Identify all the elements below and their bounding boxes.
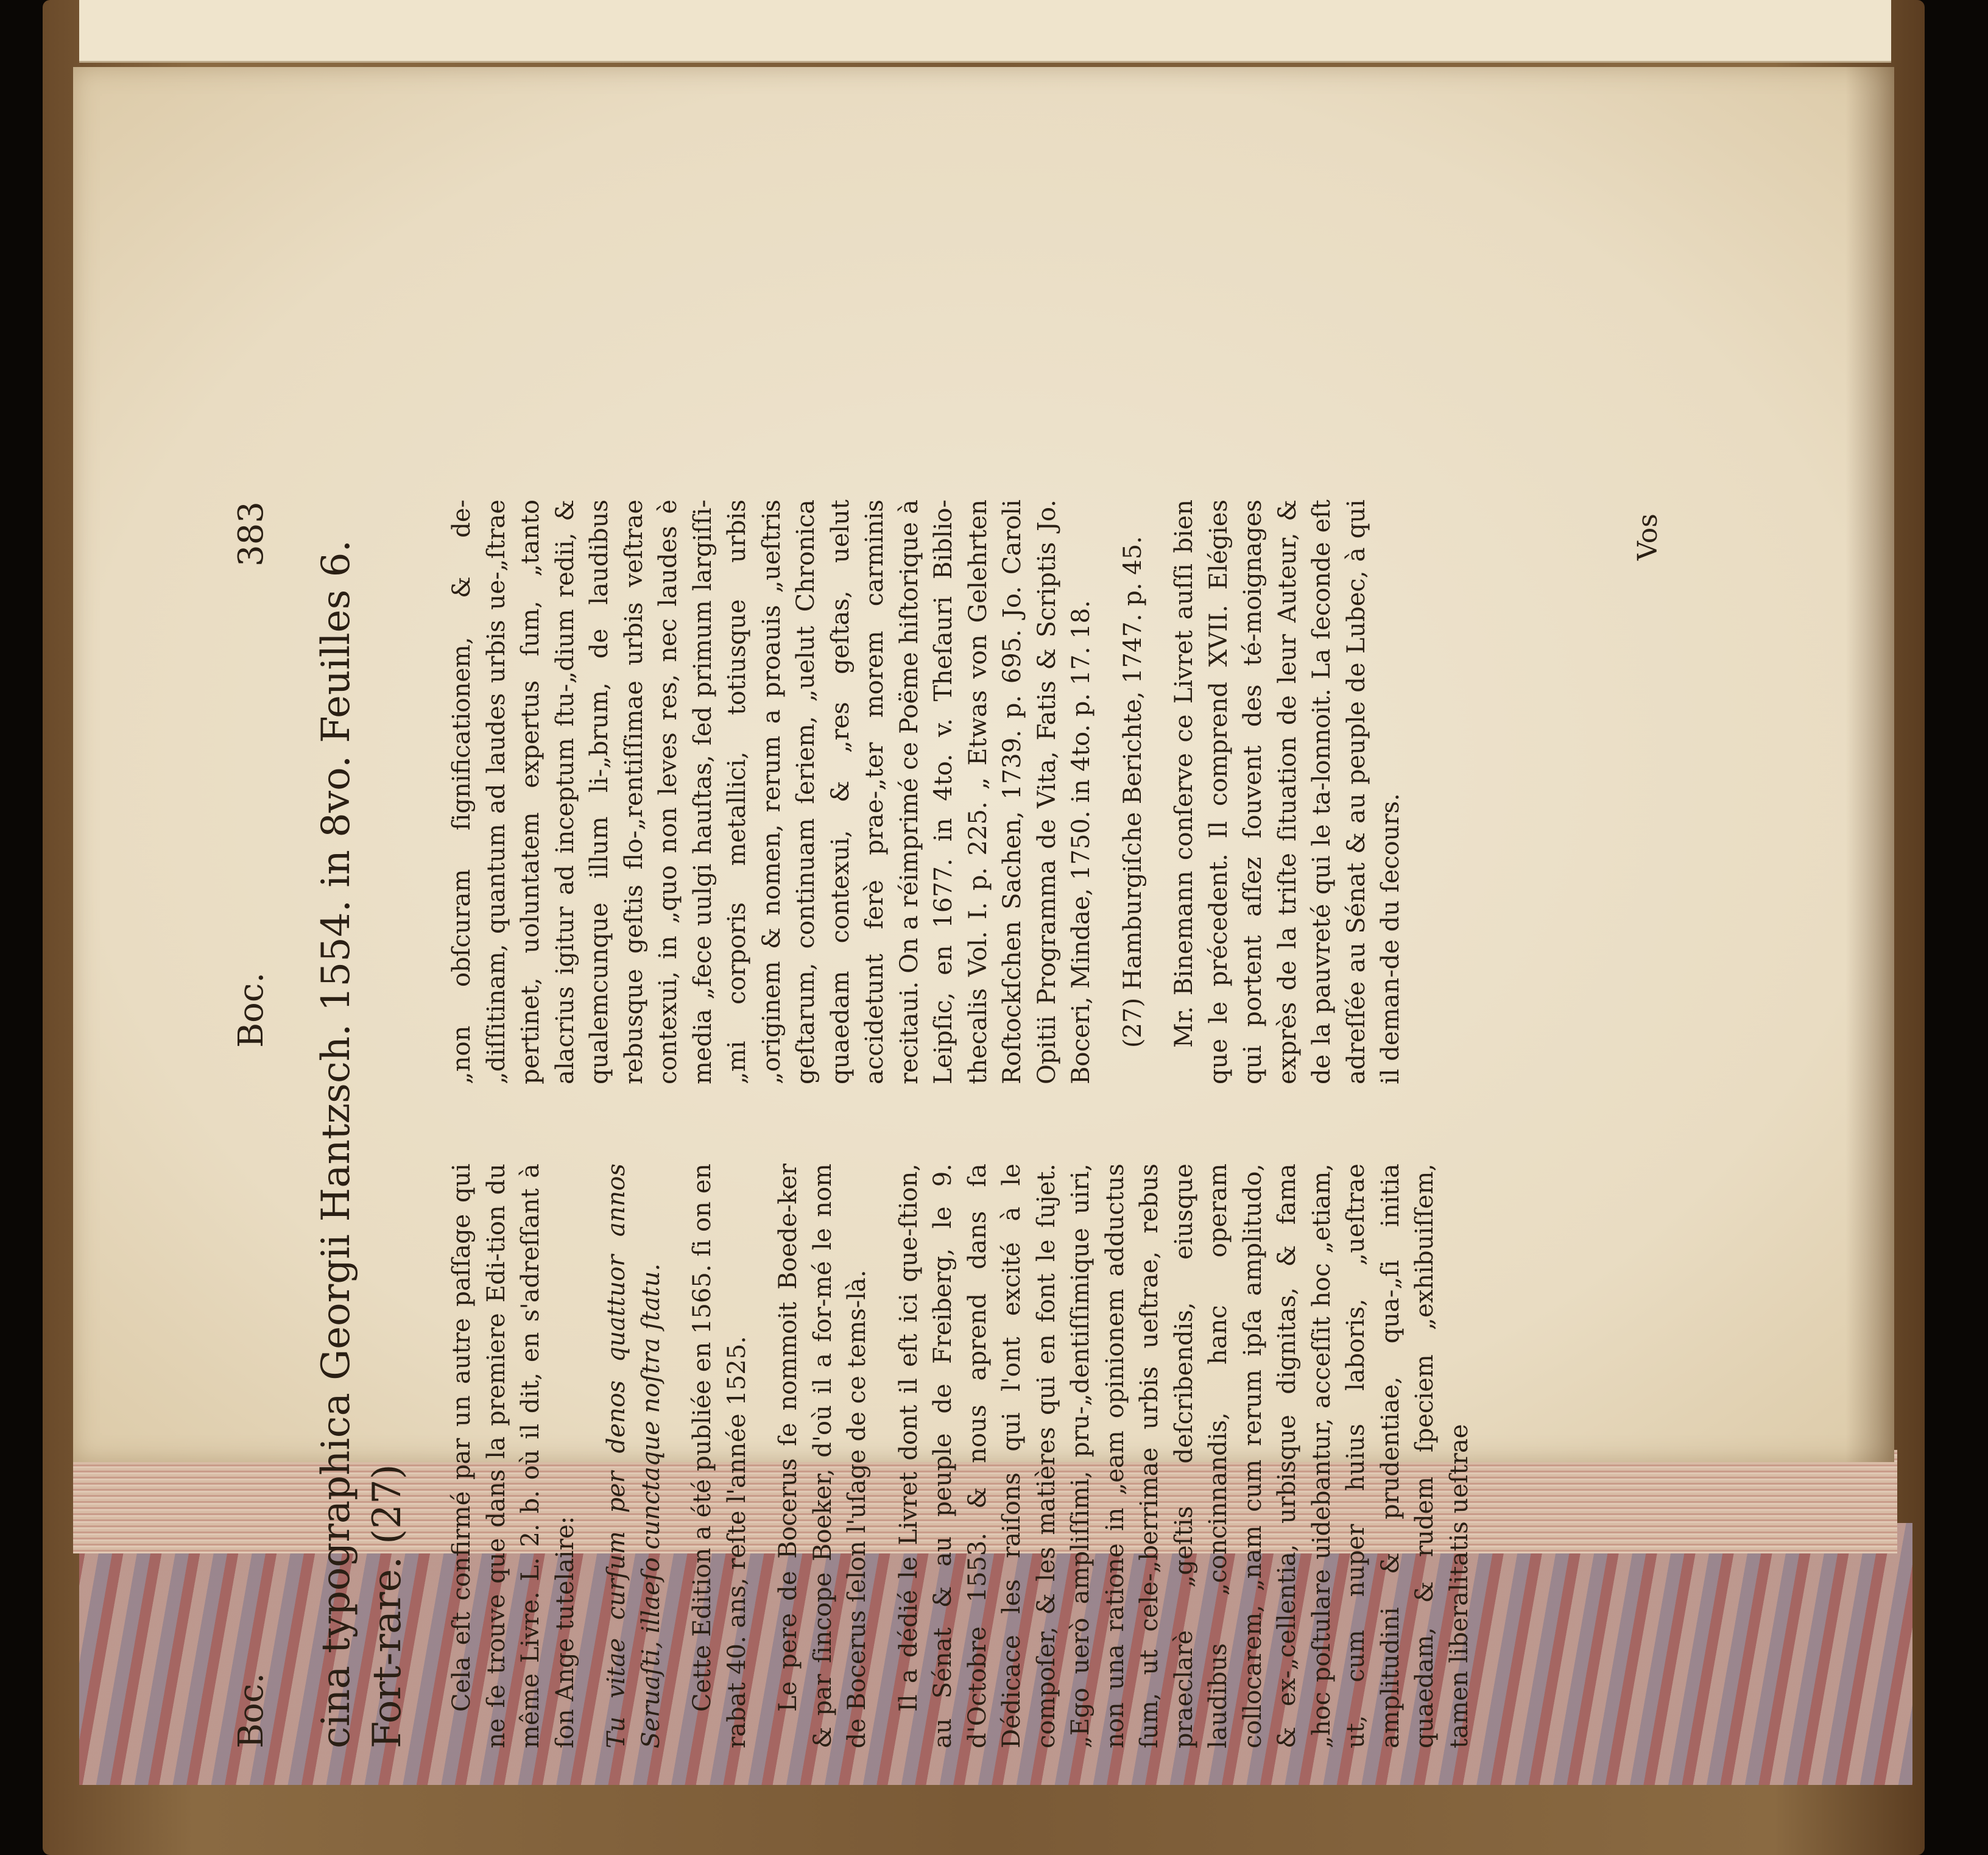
- paragraph: Le pere de Bocerus ſe nommoit Boede-ker & par ſincope Boeker, d'où il a for-mé le nom de Bocerus ſelon l'uſage de ce tems-là.: [774, 1164, 871, 1748]
- paragraph: „non obſcuram ſignificationem, & de-„diſſitinam, quantum ad laudes urbis ue-„ſtrae pertinet, uoluntatem expertus ſum, „tanto alacrius igitur ad inceptum ſtu-„dium redii, & qualemcunque illum li-„brum, de laudibus rebusque geſtis flo-„rentiſſimae urbis veſtrae contexui, in „quo non leves res, nec laudes è media „fece uulgi hauſtas, ſed primum largiſſi-„mi corporis metallici, totiusque urbis „originem & nomen, rerum a proauis „ueſtris geſtarum, continuam ſeriem, „uelut Chronica quaedam contexui, & „res geſtas, uelut accidetunt ferè prae-„ter morem carminis recitaui. On a réimprimé ce Poëme hiſtorique à Leipſic, en 1677. in 4to. v. Theſauri Biblio-thecalis Vol. I. p. 225. „ Etwas von Gelehrten Roſtockſchen Sachen, 1739. p. 695. Jo. Caroli Opitii Programma de Vita, Fatis & Scriptis Jo. Boceri, Mindae, 1750. in 4to. p. 17. 18.: [448, 500, 1095, 1084]
- paragraph: Cette Edition a été publiée en 1565. ſi on en rabat 40. ans, reſte l'année 1525.: [688, 1164, 751, 1748]
- left-column: [445, 1164, 1476, 1748]
- catchword: Vos: [1632, 514, 1663, 560]
- page-number: 383: [231, 501, 271, 567]
- header-center: Boc.: [231, 972, 271, 1048]
- page-gutter-shadow: [1845, 67, 1894, 1462]
- footnote: (27) Hamburgiſche Berichte, 1747. p. 45.: [1118, 536, 1147, 1048]
- paragraph: Mr. Binemann conſerve ce Livret auſſi bien que le précedent. Il comprend XVII. Elégies qui portent aſſez ſouvent des té-moignages exprès de la triſte ſituation de leur Auteur, & de la pauvreté qui le ta-lonnoit. La ſeconde eſt adreſſée au Sénat & au peuple de Lubec, à qui il deman-de du ſecours.: [1170, 500, 1405, 1084]
- header-left: Boc.: [231, 1672, 271, 1748]
- previous-page-edge: [79, 0, 1891, 63]
- paragraph: Il a dédié le Livret dont il eſt ici que-ſtion, au Sénat & au peuple de Freiberg, le 9. d'Octobre 1553. & nous aprend dans ſa Dédicace les raiſons qui l'ont excité à le compoſer, & les matières qui en font le ſujet. „Ego uerò ampliſſimi, pru-„dentiſſimique uiri, non una ratione in „eam opinionem adductus ſum, ut cele-„berrimae urbis ueſtrae, rebus praeclarè „geſtis deſcribendis, eiusque laudibus „concinnandis, hanc operam collocarem, „nam cum rerum ipſa amplitudo, & ex-„cellentia, urbisque dignitas, & fama „hoc poſtulare uidebantur, acceſſit hoc „etiam, ut, cum nuper huius laboris, „ueſtrae amplitudini & prudentiae, qua-„ſi initia quaedam, & rudem ſpeciem „exhibuiſſem, tamen liberalitatis ueſtrae: [894, 1164, 1473, 1748]
- right-column: [445, 500, 1408, 1084]
- page-text-block: [207, 500, 1778, 1748]
- title-line-2: Fort-rare. (27): [365, 1464, 410, 1748]
- verse-quote: Tu vitae curſum per denos quattuor annos Seruaſti, illaeſo cunctaque noſtra ſtatu.: [602, 1164, 665, 1748]
- running-header: [231, 500, 286, 1748]
- title-line: [311, 500, 413, 1748]
- paragraph: Cela eſt confirmé par un autre paſſage qui ne ſe trouve que dans la premiere Edi-tion du même Livre. L. 2. b. où il dit, en s'adreſſant à ſon Ange tutelaire:: [448, 1164, 579, 1748]
- title-line-1: cina typographica Georgii Hantzsch. 1554. in 8vo. Feuilles 6.: [314, 540, 359, 1748]
